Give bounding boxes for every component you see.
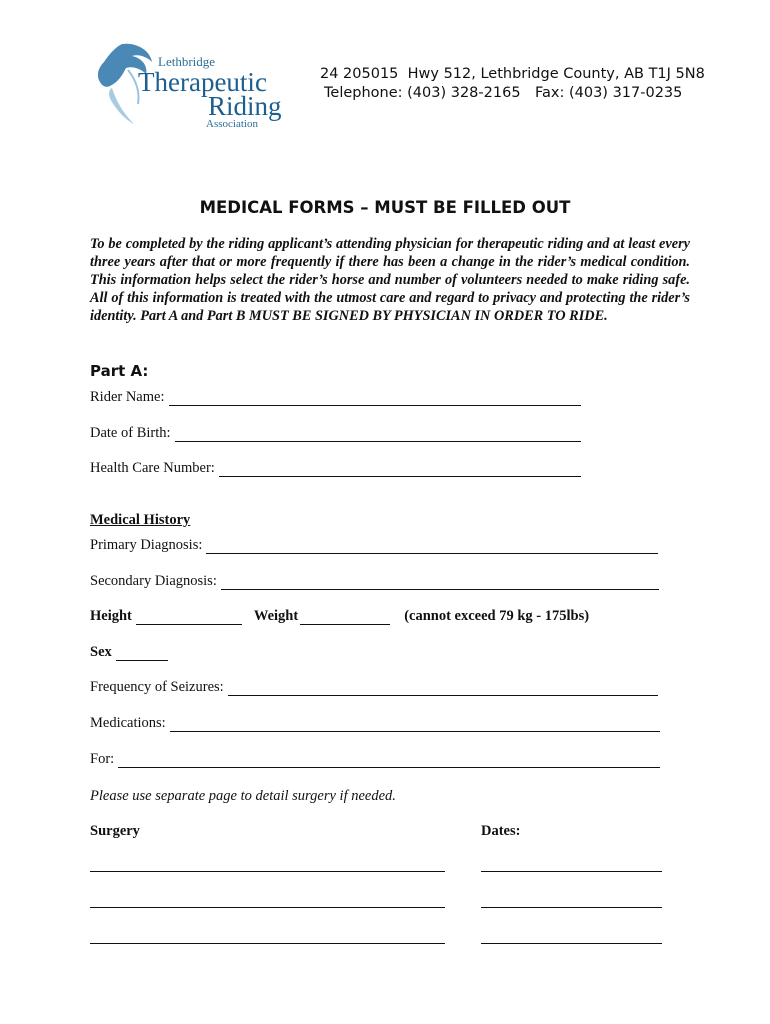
seizures-row — [90, 678, 658, 696]
secondary-diagnosis-row — [90, 572, 659, 590]
logo-text-association: Association — [206, 118, 258, 130]
medications-row — [90, 714, 660, 732]
date-field-3[interactable] — [481, 943, 662, 944]
sex-row — [90, 643, 168, 661]
primary-diagnosis-row — [90, 536, 658, 554]
height-field[interactable] — [136, 610, 242, 625]
rider-name-label: Rider Name: — [90, 389, 165, 405]
secondary-diagnosis-label: Secondary Diagnosis: — [90, 573, 217, 589]
fax: Fax: (403) 317-0235 — [535, 85, 683, 101]
sex-label: Sex — [90, 644, 112, 660]
surgery-field-2[interactable] — [90, 907, 445, 908]
telephone: Telephone: (403) 328-2165 — [324, 85, 521, 101]
date-field-2[interactable] — [481, 907, 662, 908]
for-field[interactable] — [118, 753, 660, 768]
dob-field[interactable] — [175, 427, 581, 442]
address: 24 205015 Hwy 512, Lethbridge County, AB T1J 5N8 — [320, 66, 705, 82]
primary-diagnosis-label: Primary Diagnosis: — [90, 537, 203, 553]
health-care-label: Health Care Number: — [90, 460, 215, 476]
primary-diagnosis-field[interactable] — [206, 539, 658, 554]
logo-text-lethbridge: Lethbridge — [158, 54, 216, 69]
page-title: MEDICAL FORMS – MUST BE FILLED OUT — [199, 198, 571, 217]
sex-field[interactable] — [116, 646, 168, 661]
surgery-field-1[interactable] — [90, 871, 445, 872]
surgery-note: Please use separate page to detail surgery if needed. — [90, 788, 396, 804]
dob-row — [90, 424, 581, 442]
height-label: Height — [90, 608, 132, 624]
date-field-1[interactable] — [481, 871, 662, 872]
seizures-field[interactable] — [228, 681, 658, 696]
seizures-label: Frequency of Seizures: — [90, 679, 224, 695]
dob-label: Date of Birth: — [90, 425, 171, 441]
weight-field[interactable] — [300, 610, 390, 625]
rider-name-field[interactable] — [169, 391, 581, 406]
rider-name-row — [90, 388, 581, 406]
for-row — [90, 750, 660, 768]
surgery-field-3[interactable] — [90, 943, 445, 944]
weight-label: Weight — [253, 608, 299, 624]
medications-field[interactable] — [170, 717, 660, 732]
surgery-label: Surgery — [90, 823, 140, 839]
weight-note: (cannot exceed 79 kg - 175lbs) — [404, 608, 590, 624]
logo — [92, 40, 282, 135]
health-care-field[interactable] — [219, 462, 581, 477]
logo-text-therapeutic: Therapeutic — [138, 67, 267, 97]
intro-paragraph: To be completed by the riding applicant’s attending physician for therapeutic riding and at least every three years after that or more frequently if there has been a change in the rider’s medical condition. This information helps select the rider’s horse and number of volunteers needed to make riding safe. All of this information is treated with the utmost care and regard to privacy and protecting the rider’s identity. Part A and Part B MUST BE SIGNED BY PHYSICIAN IN ORDER TO RIDE. — [90, 236, 690, 324]
part-a-heading: Part A: — [90, 362, 149, 380]
health-care-row — [90, 459, 581, 477]
medications-label: Medications: — [90, 715, 166, 731]
secondary-diagnosis-field[interactable] — [221, 575, 659, 590]
medical-history-heading: Medical History — [90, 512, 191, 528]
logo-text-riding: Riding — [208, 91, 282, 121]
height-weight-row — [90, 607, 589, 625]
for-label: For: — [90, 751, 115, 767]
dates-label: Dates: — [481, 823, 521, 839]
